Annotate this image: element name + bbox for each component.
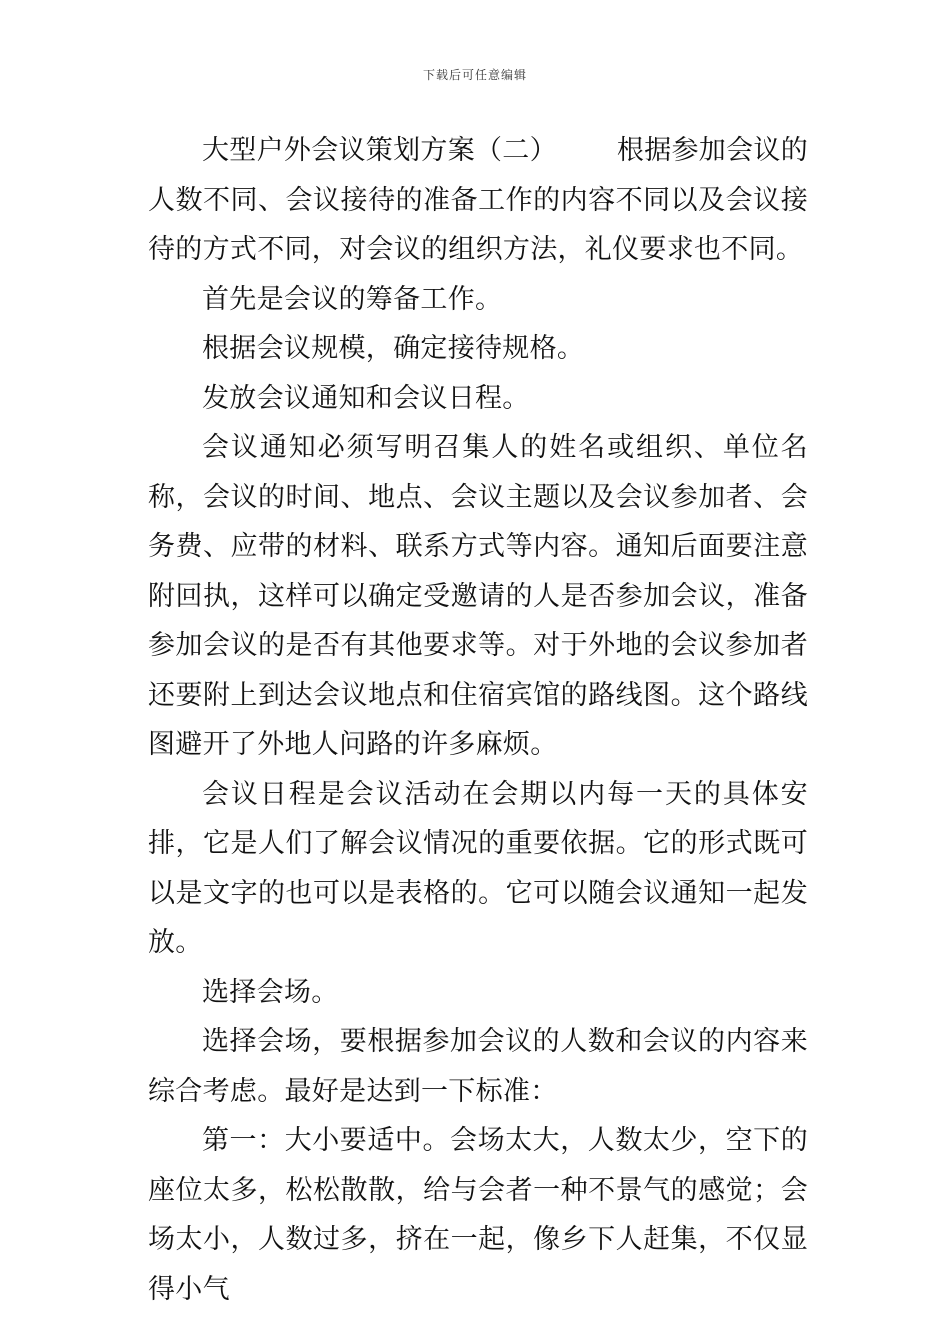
paragraph: 会议日程是会议活动在会期以内每一天的具体安排，它是人们了解会议情况的重要依据。它的形式既可以是文字的也可以是表格的。它可以随会议通知一起发放。 xyxy=(148,778,808,958)
paragraph-intro xyxy=(148,126,808,275)
document-body xyxy=(148,126,808,1314)
paragraph: 会议通知必须写明召集人的姓名或组织、单位名称，会议的时间、地点、会议主题以及会议参加者、会务费、应带的材料、联系方式等内容。通知后面要注意附回执，这样可以确定受邀请的人是否参加会议，准备参加会议的是否有其他要求等。对于外地的会议参加者还要附上到达会议地点和住宿宾馆的路线图。这个路线图避开了外地人问路的许多麻烦。 xyxy=(148,432,808,760)
paragraph: 发放会议通知和会议日程。 xyxy=(202,382,530,414)
paragraph: 根据会议规模，确定接待规格。 xyxy=(202,333,585,364)
paragraph: 首先是会议的筹备工作。 xyxy=(202,283,503,315)
page-header-note: 下载后可任意编辑 xyxy=(422,68,527,82)
paragraph: 选择会场，要根据参加会议的人数和会议的内容来综合考虑。最好是达到一下标准： xyxy=(148,1026,808,1107)
paragraph: 选择会场。 xyxy=(202,976,339,1008)
document-title: 大型户外会议策划方案（二） xyxy=(202,135,557,166)
paragraph-text: 根据参加会议的人数不同、会议接待的准备工作的内容不同以及会议接待的方式不同，对会议的组织方法，礼仪要求也不同。 xyxy=(148,135,809,265)
paragraph: 第一：大小要适中。会场太大，人数太少，空下的座位太多，松松散散，给与会者一种不景气的感觉；会场太小，人数过多，挤在一起，像乡下人赶集，不仅显得小气 xyxy=(148,1125,808,1305)
